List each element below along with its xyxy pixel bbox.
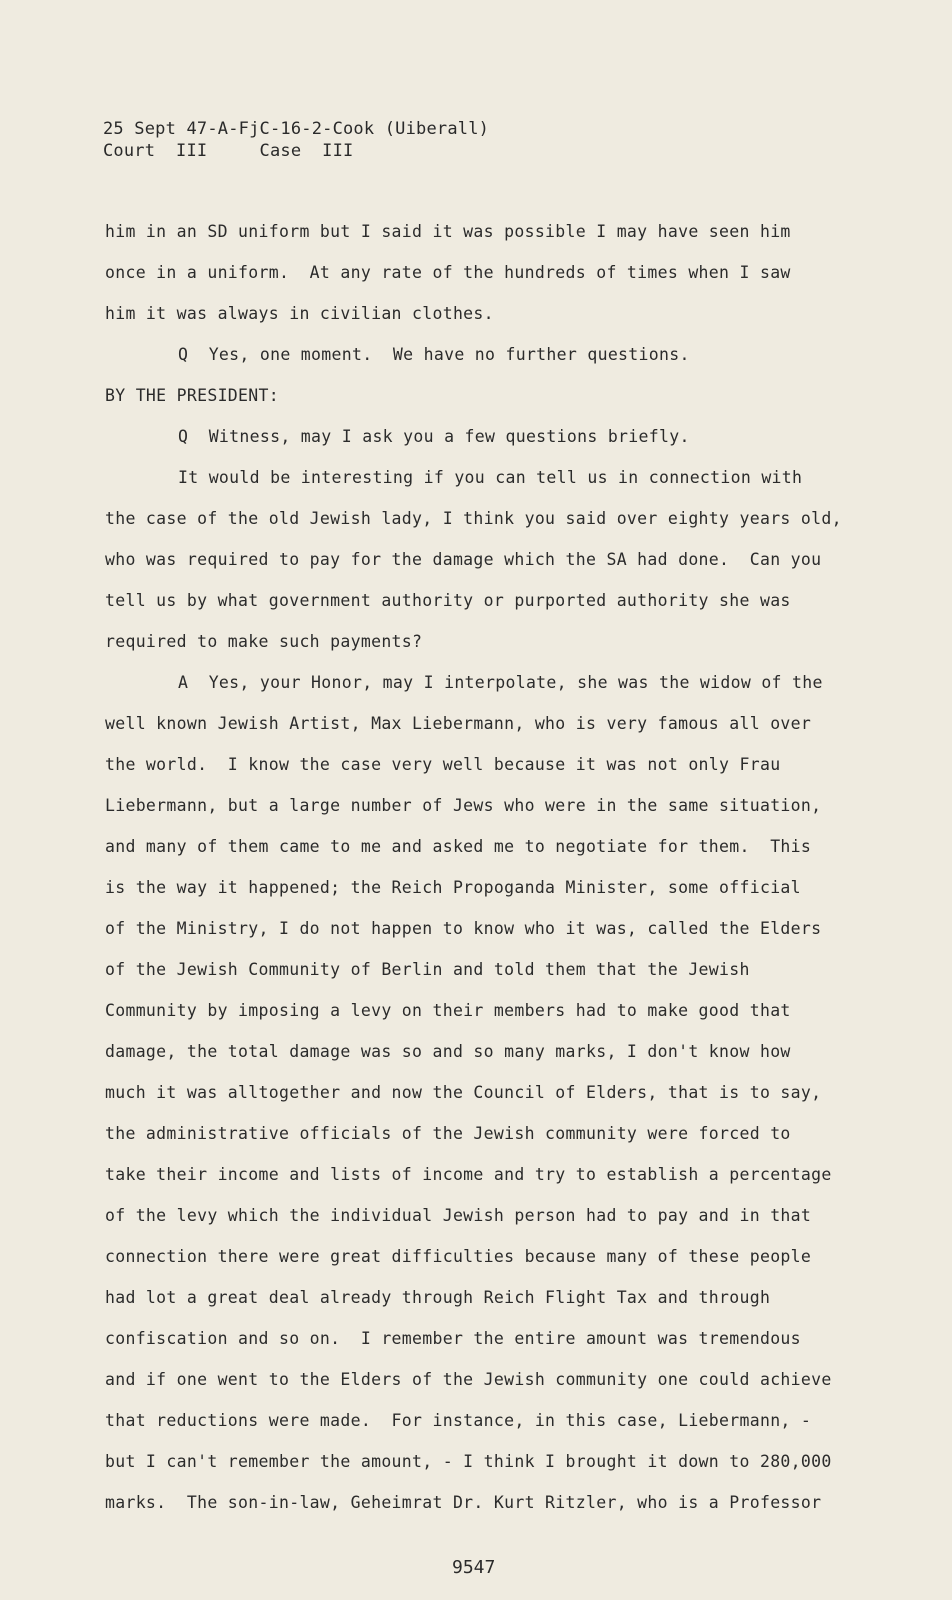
text-line: confiscation and so on. I remember the entire amount was tremendous [105, 1329, 801, 1348]
text-line: A Yes, your Honor, may I interpolate, she was the widow of the [178, 673, 823, 692]
text-line: connection there were great difficulties because many of these people [105, 1247, 812, 1266]
text-line: Q Yes, one moment. We have no further questions. [178, 345, 690, 364]
text-line: but I can't remember the amount, - I think I brought it down to 280,000 [105, 1452, 832, 1471]
text-line: of the levy which the individual Jewish person had to pay and in that [105, 1206, 812, 1225]
text-line: once in a uniform. At any rate of the hundreds of times when I saw [105, 263, 791, 282]
text-line: marks. The son-in-law, Geheimrat Dr. Kurt Ritzler, who is a Professor [105, 1493, 822, 1512]
text-line: of the Ministry, I do not happen to know who it was, called the Elders [105, 919, 822, 938]
text-line: and many of them came to me and asked me to negotiate for them. This [105, 837, 812, 856]
document-header [103, 118, 489, 162]
text-line: damage, the total damage was so and so many marks, I don't know how [105, 1042, 791, 1061]
text-line: Liebermann, but a large number of Jews who were in the same situation, [105, 796, 822, 815]
speaker-heading: BY THE PRESIDENT: [105, 386, 279, 405]
text-line: had lot a great deal already through Reich Flight Tax and through [105, 1288, 771, 1307]
text-line: who was required to pay for the damage which the SA had done. Can you [105, 550, 822, 569]
text-line: that reductions were made. For instance, in this case, Liebermann, - [105, 1411, 812, 1430]
text-line: him it was always in civilian clothes. [105, 304, 494, 323]
text-line: tell us by what government authority or purported authority she was [105, 591, 791, 610]
page-number: 9547 [452, 1557, 496, 1578]
text-line: Community by imposing a levy on their members had to make good that [105, 1001, 791, 1020]
text-line: the world. I know the case very well because it was not only Frau [105, 755, 781, 774]
text-line: take their income and lists of income and try to establish a percentage [105, 1165, 832, 1184]
text-line: It would be interesting if you can tell us in connection with [178, 468, 803, 487]
text-line: required to make such payments? [105, 632, 423, 651]
text-line: him in an SD uniform but I said it was possible I may have seen him [105, 222, 791, 241]
text-line: well known Jewish Artist, Max Liebermann, who is very famous all over [105, 714, 812, 733]
header-reference: 25 Sept 47-A-FjC-16-2-Cook (Uiberall) [103, 119, 490, 139]
text-line: the case of the old Jewish lady, I think you said over eighty years old, [105, 509, 842, 528]
text-line: of the Jewish Community of Berlin and told them that the Jewish [105, 960, 750, 979]
text-line: much it was alltogether and now the Council of Elders, that is to say, [105, 1083, 822, 1102]
text-line: is the way it happened; the Reich Propoganda Minister, some official [105, 878, 801, 897]
header-court-case: Court III Case III [103, 141, 354, 161]
text-line: the administrative officials of the Jewish community were forced to [105, 1124, 791, 1143]
text-line: and if one went to the Elders of the Jewish community one could achieve [105, 1370, 832, 1389]
text-line: Q Witness, may I ask you a few questions briefly. [178, 427, 690, 446]
